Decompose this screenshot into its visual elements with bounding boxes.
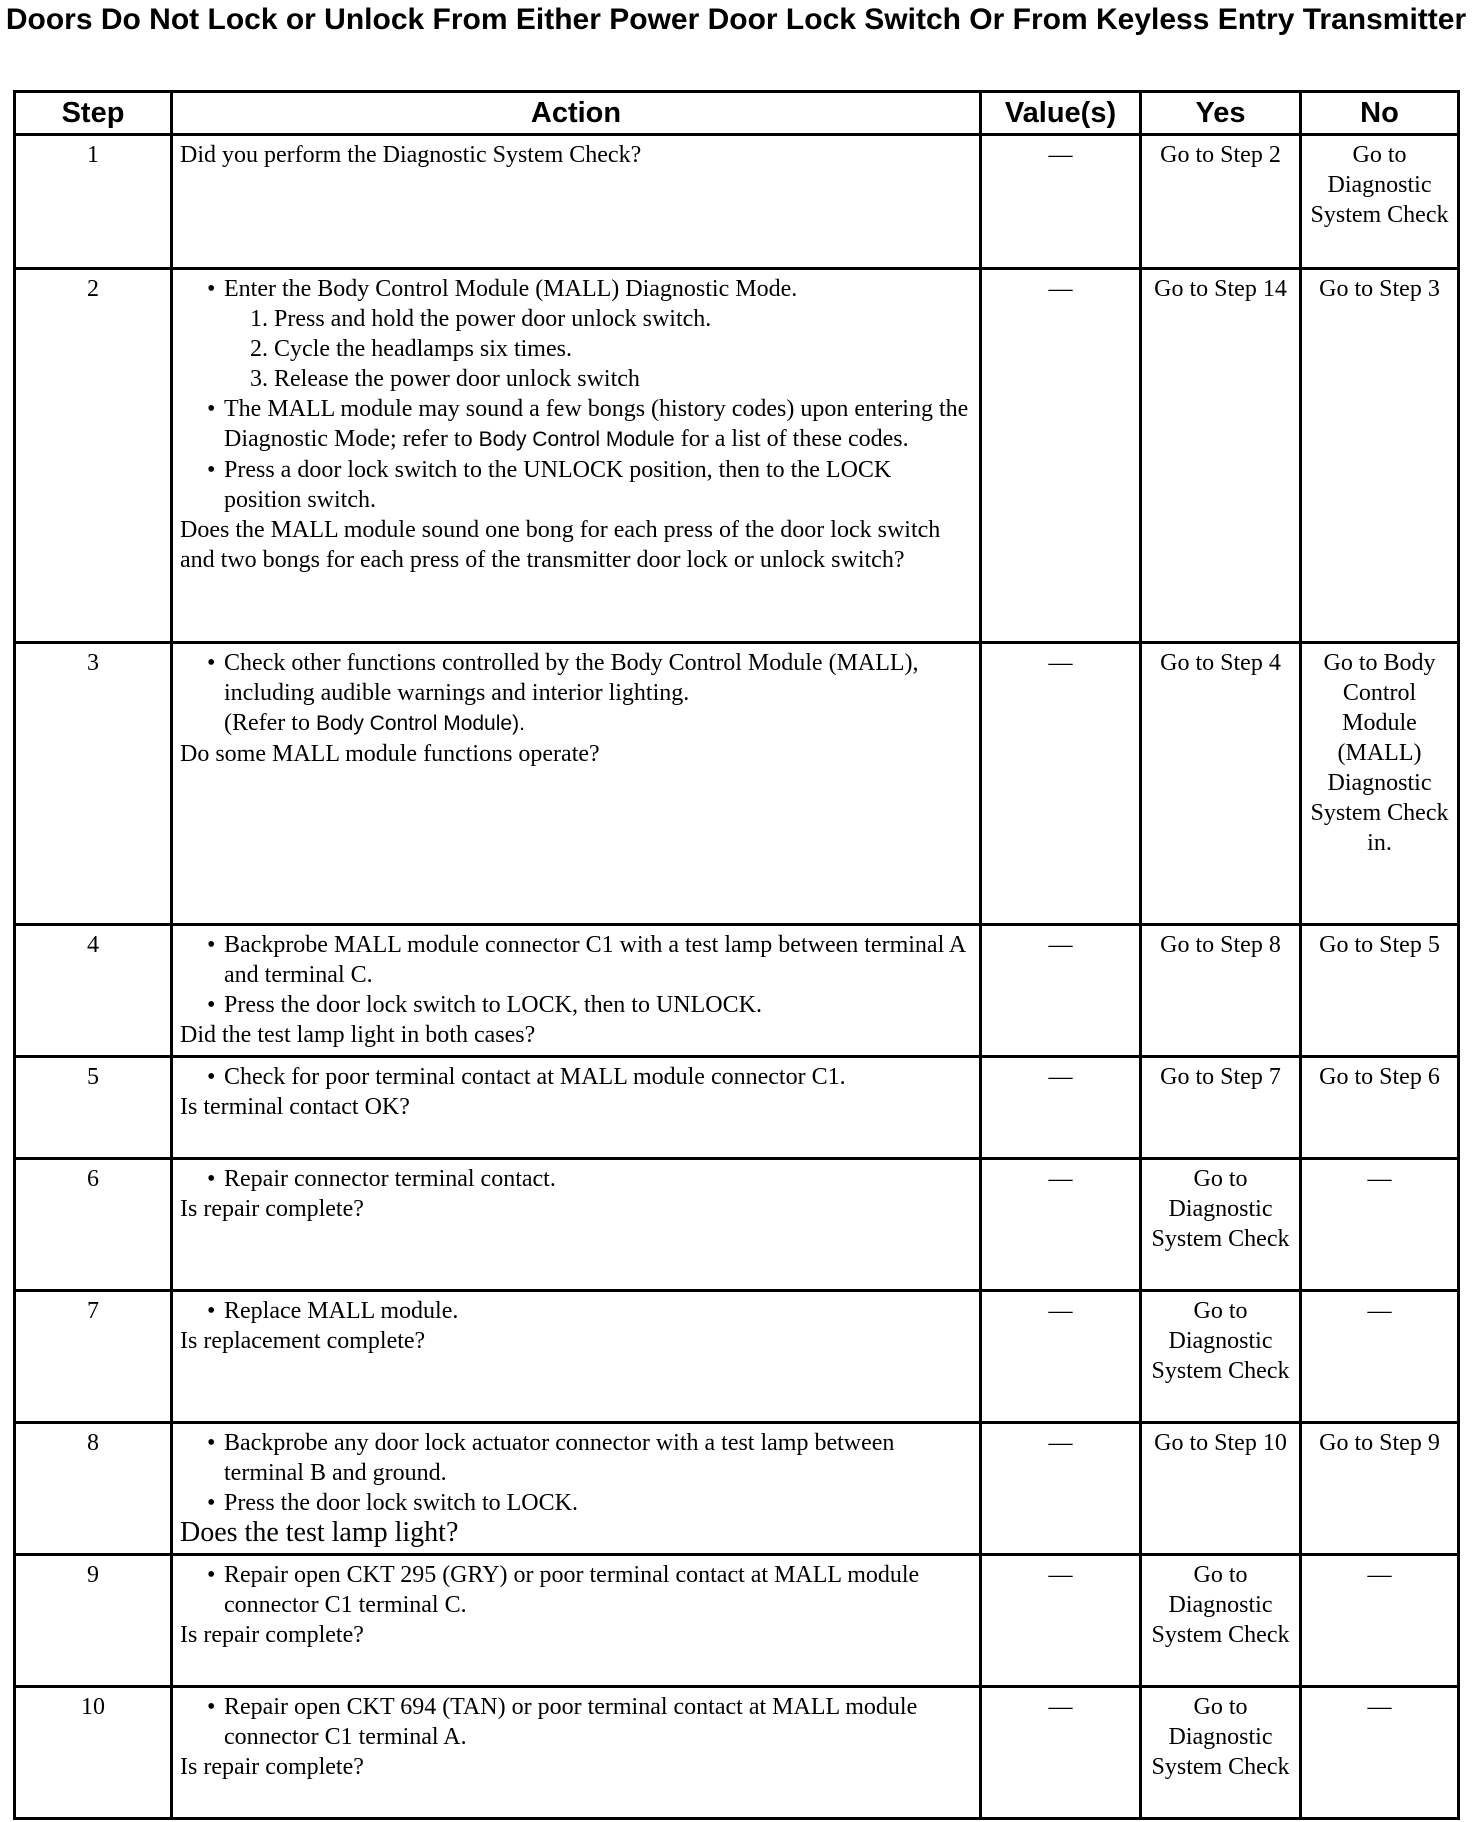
no-cell: — <box>1301 1159 1459 1291</box>
action-cell <box>172 1687 981 1819</box>
action-substep: 2. Cycle the headlamps six times. <box>250 336 572 362</box>
yes-cell: Go to Diagnostic System Check <box>1141 1687 1301 1819</box>
value-cell: — <box>981 269 1141 643</box>
bullet-text: for a list of these codes. <box>680 426 909 452</box>
table-row <box>15 269 1459 643</box>
step-number: 5 <box>15 1057 172 1159</box>
table-row <box>15 643 1459 925</box>
value-cell: — <box>981 925 1141 1057</box>
header-yes: Yes <box>1141 92 1301 135</box>
action-question: Is terminal contact OK? <box>180 1094 410 1120</box>
yes-cell: Go to Step 8 <box>1141 925 1301 1057</box>
page-title: Doors Do Not Lock or Unlock From Either Power Door Lock Switch Or From Keyless Entry Transmitter <box>5 3 1467 36</box>
value-cell: — <box>981 1057 1141 1159</box>
value-cell: — <box>981 135 1141 269</box>
action-bullet: • Repair open CKT 694 (TAN) or poor terminal contact at MALL module connector C1 terminal A. <box>180 1692 971 1752</box>
step-number: 1 <box>15 135 172 269</box>
action-bullet: • Press the door lock switch to LOCK, then to UNLOCK. <box>180 990 971 1020</box>
step-number: 7 <box>15 1291 172 1423</box>
no-cell: Go to Body Control Module (MALL) Diagnostic System Check in. <box>1301 643 1459 925</box>
table-row <box>15 925 1459 1057</box>
no-cell: Go to Step 9 <box>1301 1423 1459 1555</box>
action-substep: 1. Press and hold the power door unlock switch. <box>250 306 712 332</box>
action-bullet: • Press a door lock switch to the UNLOCK position, then to the LOCK position switch. <box>180 455 971 515</box>
table-row <box>15 135 1459 269</box>
no-cell: Go to Step 3 <box>1301 269 1459 643</box>
no-cell: Go to Diagnostic System Check <box>1301 135 1459 269</box>
action-question: Do some MALL module functions operate? <box>180 741 600 767</box>
action-question: Did you perform the Diagnostic System Check? <box>180 142 642 168</box>
value-cell: — <box>981 1159 1141 1291</box>
no-cell: — <box>1301 1291 1459 1423</box>
header-step: Step <box>15 92 172 135</box>
yes-cell: Go to Step 4 <box>1141 643 1301 925</box>
action-bullet: • Check for poor terminal contact at MALL module connector C1. <box>180 1062 971 1092</box>
value-cell: — <box>981 1555 1141 1687</box>
action-cell <box>172 269 981 643</box>
action-question: Does the test lamp light? <box>180 1517 459 1548</box>
yes-cell: Go to Step 14 <box>1141 269 1301 643</box>
header-action: Action <box>172 92 981 135</box>
action-reference <box>180 708 971 739</box>
bullet-text: The MALL module may sound a few bongs (history codes) upon entering the Diagnostic Mode; refer to <box>224 396 969 452</box>
step-number: 9 <box>15 1555 172 1687</box>
action-bullet: • Backprobe MALL module connector C1 with a test lamp between terminal A and terminal C. <box>180 930 971 990</box>
table-row <box>15 1291 1459 1423</box>
step-number: 6 <box>15 1159 172 1291</box>
action-cell <box>172 925 981 1057</box>
yes-cell: Go to Diagnostic System Check <box>1141 1159 1301 1291</box>
action-substep: 3. Release the power door unlock switch <box>250 366 640 392</box>
action-bullet: • Enter the Body Control Module (MALL) Diagnostic Mode. <box>180 274 971 304</box>
yes-cell: Go to Step 10 <box>1141 1423 1301 1555</box>
yes-cell: Go to Step 7 <box>1141 1057 1301 1159</box>
yes-cell: Go to Diagnostic System Check <box>1141 1555 1301 1687</box>
header-values: Value(s) <box>981 92 1141 135</box>
table-row <box>15 1687 1459 1819</box>
action-bullet: • Repair connector terminal contact. <box>180 1164 971 1194</box>
action-question: Is repair complete? <box>180 1196 364 1222</box>
table-row <box>15 1423 1459 1555</box>
action-bullet <box>180 394 971 455</box>
yes-cell: Go to Step 2 <box>1141 135 1301 269</box>
action-question: Did the test lamp light in both cases? <box>180 1022 536 1048</box>
no-cell: Go to Step 6 <box>1301 1057 1459 1159</box>
action-question: Is repair complete? <box>180 1754 364 1780</box>
reference-prefix: (Refer to <box>224 710 310 736</box>
diagnostic-table <box>13 90 1460 1820</box>
header-no: No <box>1301 92 1459 135</box>
table-header-row <box>15 92 1459 135</box>
action-cell <box>172 1423 981 1555</box>
table-row <box>15 1555 1459 1687</box>
action-cell <box>172 1555 981 1687</box>
value-cell: — <box>981 1291 1141 1423</box>
no-cell: Go to Step 5 <box>1301 925 1459 1057</box>
value-cell: — <box>981 643 1141 925</box>
step-number: 2 <box>15 269 172 643</box>
action-cell <box>172 135 981 269</box>
action-cell <box>172 1057 981 1159</box>
no-cell: — <box>1301 1687 1459 1819</box>
action-bullet: • Backprobe any door lock actuator connector with a test lamp between terminal B and ground. <box>180 1428 971 1488</box>
reference-link-text: Body Control Module <box>478 428 675 451</box>
value-cell: — <box>981 1687 1141 1819</box>
step-number: 10 <box>15 1687 172 1819</box>
table-row <box>15 1159 1459 1291</box>
yes-cell: Go to Diagnostic System Check <box>1141 1291 1301 1423</box>
action-cell <box>172 1159 981 1291</box>
step-number: 4 <box>15 925 172 1057</box>
action-bullet: • Press the door lock switch to LOCK. <box>180 1488 971 1518</box>
action-question: Is repair complete? <box>180 1622 364 1648</box>
action-bullet: • Replace MALL module. <box>180 1296 971 1326</box>
action-question: Is replacement complete? <box>180 1328 426 1354</box>
action-question: Does the MALL module sound one bong for each press of the door lock switch and two bongs for each press of the transmitter door lock or unlock switch? <box>180 517 941 573</box>
value-cell: — <box>981 1423 1141 1555</box>
action-cell <box>172 1291 981 1423</box>
action-bullet: • Repair open CKT 295 (GRY) or poor terminal contact at MALL module connector C1 terminal C. <box>180 1560 971 1620</box>
step-number: 3 <box>15 643 172 925</box>
reference-link-text: Body Control Module). <box>315 712 525 735</box>
table-row <box>15 1057 1459 1159</box>
action-cell <box>172 643 981 925</box>
no-cell: — <box>1301 1555 1459 1687</box>
action-bullet: • Check other functions controlled by the Body Control Module (MALL), including audible warnings and interior lighting. <box>180 648 971 708</box>
step-number: 8 <box>15 1423 172 1555</box>
